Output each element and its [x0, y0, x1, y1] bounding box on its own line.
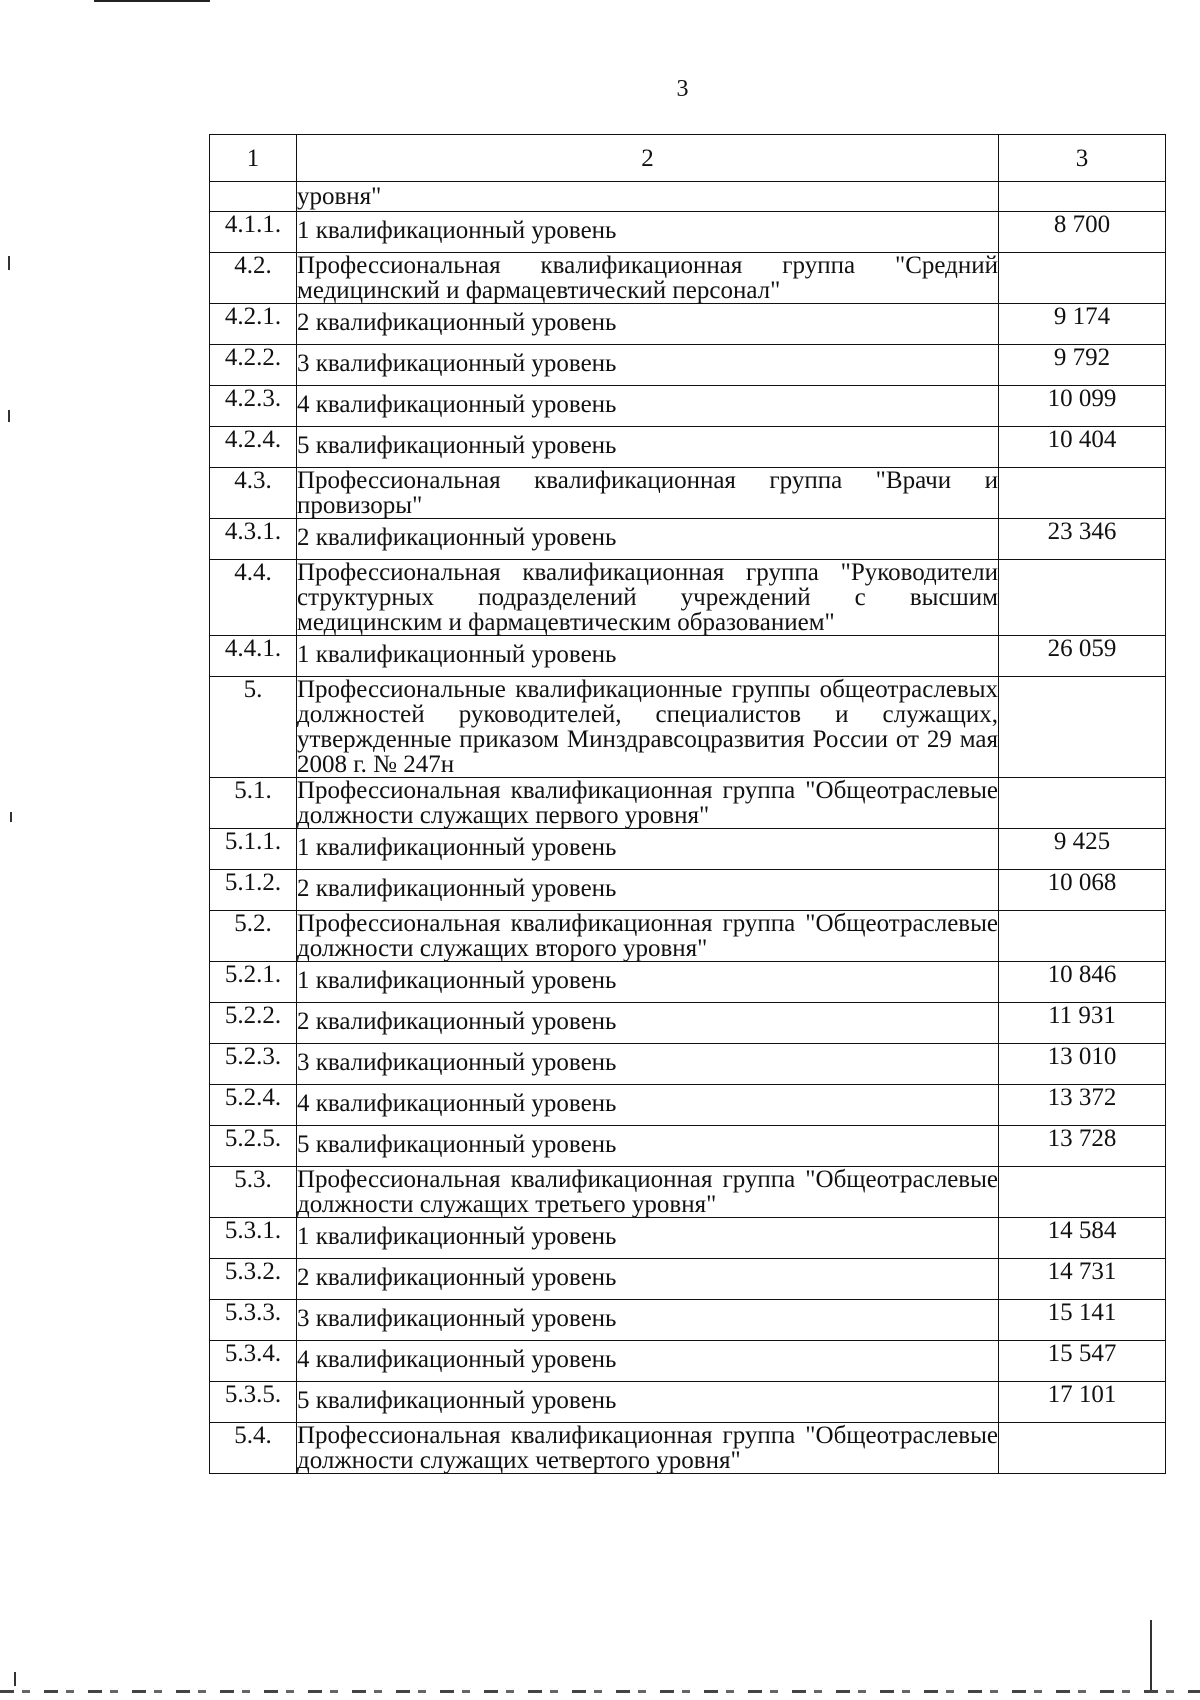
row-number: 5.2.5.	[210, 1126, 297, 1167]
page-number: 3	[676, 76, 689, 102]
group-title: Профессиональная квалификационная группа "Общеотраслевые должности служащих четвертого уровня"	[297, 1422, 998, 1474]
row-number: 5.4.	[210, 1423, 297, 1474]
header-col-1: 1	[210, 135, 297, 182]
group-title: Профессиональная квалификационная группа "Общеотраслевые должности служащих первого уровня"	[297, 777, 998, 829]
row-number: 5.1.2.	[210, 870, 297, 911]
row-number: 4.2.1.	[210, 304, 297, 345]
group-title: Профессиональная квалификационная группа "Средний медицинский и фармацевтический персонал"	[297, 252, 998, 304]
row-number: 5.	[210, 677, 297, 778]
table-header-row	[210, 135, 1166, 182]
salary-value	[999, 911, 1166, 962]
row-number: 5.2.4.	[210, 1085, 297, 1126]
salary-value: 13 372	[999, 1085, 1166, 1126]
group-title: Профессиональная квалификационная группа "Общеотраслевые должности служащих третьего уровня"	[297, 1166, 998, 1218]
level-label: 1 квалификационный уровень	[297, 1218, 999, 1259]
table-row	[210, 870, 1166, 911]
table-row	[210, 636, 1166, 677]
level-label: 3 квалификационный уровень	[297, 345, 999, 386]
row-number: 4.2.	[210, 253, 297, 304]
salary-value	[999, 468, 1166, 519]
row-number: 4.1.1.	[210, 212, 297, 253]
salary-value: 14 731	[999, 1259, 1166, 1300]
salary-value: 10 068	[999, 870, 1166, 911]
salary-value: 17 101	[999, 1382, 1166, 1423]
group-title: Профессиональные квалификационные группы общеотраслевых должностей руководителей, специалистов и служащих, утвержденные приказом Минздравсоцразвития России от 29 мая 2008 г. № 247н	[297, 676, 998, 778]
table-row	[210, 911, 1166, 962]
salary-value	[999, 253, 1166, 304]
salary-value: 9 174	[999, 304, 1166, 345]
group-title: Профессиональная квалификационная группа "Руководители структурных подразделений учреждений с высшим медицинским и фармацевтическим образованием"	[297, 559, 998, 636]
level-label: 1 квалификационный уровень	[297, 962, 999, 1003]
row-number: 5.3.1.	[210, 1218, 297, 1259]
salary-value: 13 010	[999, 1044, 1166, 1085]
row-number: 5.1.	[210, 778, 297, 829]
salary-value: 23 346	[999, 519, 1166, 560]
row-number: 5.3.3.	[210, 1300, 297, 1341]
salary-value: 10 099	[999, 386, 1166, 427]
table-row	[210, 778, 1166, 829]
row-number: 5.3.5.	[210, 1382, 297, 1423]
salary-value: 15 141	[999, 1300, 1166, 1341]
row-number: 5.2.1.	[210, 962, 297, 1003]
level-label: 3 квалификационный уровень	[297, 1044, 999, 1085]
salary-value	[999, 778, 1166, 829]
salary-value	[999, 1167, 1166, 1218]
salary-value: 15 547	[999, 1341, 1166, 1382]
scan-artifact	[14, 1672, 16, 1686]
table-row	[210, 677, 1166, 778]
salary-value	[999, 1423, 1166, 1474]
table-row	[210, 1218, 1166, 1259]
salary-value: 10 846	[999, 962, 1166, 1003]
table-body	[210, 182, 1166, 1474]
table-row	[210, 386, 1166, 427]
level-label: 1 квалификационный уровень	[297, 636, 999, 677]
scan-artifact	[1150, 1620, 1152, 1690]
level-label: 2 квалификационный уровень	[297, 304, 999, 345]
row-number: 5.3.2.	[210, 1259, 297, 1300]
table-row	[210, 1003, 1166, 1044]
table-row	[210, 304, 1166, 345]
table-row	[210, 1423, 1166, 1474]
salary-value: 14 584	[999, 1218, 1166, 1259]
table-row	[210, 1126, 1166, 1167]
scan-edge-mark	[94, 0, 210, 2]
salary-value	[999, 560, 1166, 636]
table-row	[210, 345, 1166, 386]
table-row	[210, 962, 1166, 1003]
row-number: 4.2.3.	[210, 386, 297, 427]
table-row	[210, 519, 1166, 560]
table-row	[210, 1167, 1166, 1218]
table-row	[210, 560, 1166, 636]
row-number: 5.1.1.	[210, 829, 297, 870]
scan-artifact	[10, 812, 12, 822]
level-label: 3 квалификационный уровень	[297, 1300, 999, 1341]
row-number: 5.2.2.	[210, 1003, 297, 1044]
salary-table	[209, 134, 1166, 1474]
level-label: 2 квалификационный уровень	[297, 519, 999, 560]
salary-value: 8 700	[999, 212, 1166, 253]
table-row	[210, 182, 1166, 212]
level-label: уровня"	[297, 182, 999, 212]
salary-value	[999, 182, 1166, 212]
row-number: 4.2.4.	[210, 427, 297, 468]
table-row	[210, 1300, 1166, 1341]
group-title: Профессиональная квалификационная группа "Врачи и провизоры"	[297, 467, 998, 519]
scan-artifact	[8, 256, 10, 270]
level-label: 4 квалификационный уровень	[297, 386, 999, 427]
salary-value: 13 728	[999, 1126, 1166, 1167]
level-label: 1 квалификационный уровень	[297, 212, 999, 253]
row-number: 5.3.4.	[210, 1341, 297, 1382]
table-row	[210, 1341, 1166, 1382]
table-row	[210, 829, 1166, 870]
row-number: 5.2.3.	[210, 1044, 297, 1085]
level-label: 1 квалификационный уровень	[297, 829, 999, 870]
salary-value: 9 792	[999, 345, 1166, 386]
table-row	[210, 1382, 1166, 1423]
table-row	[210, 1044, 1166, 1085]
row-number: 4.4.	[210, 560, 297, 636]
salary-value: 9 425	[999, 829, 1166, 870]
level-label: 5 квалификационный уровень	[297, 1382, 999, 1423]
level-label: 4 квалификационный уровень	[297, 1085, 999, 1126]
level-label: 4 квалификационный уровень	[297, 1341, 999, 1382]
level-label: 2 квалификационный уровень	[297, 1003, 999, 1044]
table-row	[210, 468, 1166, 519]
level-label: 2 квалификационный уровень	[297, 1259, 999, 1300]
level-label: 5 квалификационный уровень	[297, 427, 999, 468]
scan-artifact	[8, 410, 10, 422]
row-number: 5.3.	[210, 1167, 297, 1218]
row-number: 4.4.1.	[210, 636, 297, 677]
salary-value: 26 059	[999, 636, 1166, 677]
table-row	[210, 427, 1166, 468]
table-row	[210, 212, 1166, 253]
row-number	[210, 182, 297, 212]
row-number: 4.3.1.	[210, 519, 297, 560]
header-col-3: 3	[999, 135, 1166, 182]
row-number: 5.2.	[210, 911, 297, 962]
row-number: 4.3.	[210, 468, 297, 519]
row-number: 4.2.2.	[210, 345, 297, 386]
group-title: Профессиональная квалификационная группа "Общеотраслевые должности служащих второго уровня"	[297, 910, 998, 962]
table-row	[210, 253, 1166, 304]
salary-value	[999, 677, 1166, 778]
header-col-2: 2	[297, 135, 999, 182]
salary-value: 11 931	[999, 1003, 1166, 1044]
level-label: 5 квалификационный уровень	[297, 1126, 999, 1167]
scan-bottom-edge	[0, 1690, 1200, 1693]
level-label: 2 квалификационный уровень	[297, 870, 999, 911]
table-row	[210, 1259, 1166, 1300]
table-row	[210, 1085, 1166, 1126]
salary-value: 10 404	[999, 427, 1166, 468]
